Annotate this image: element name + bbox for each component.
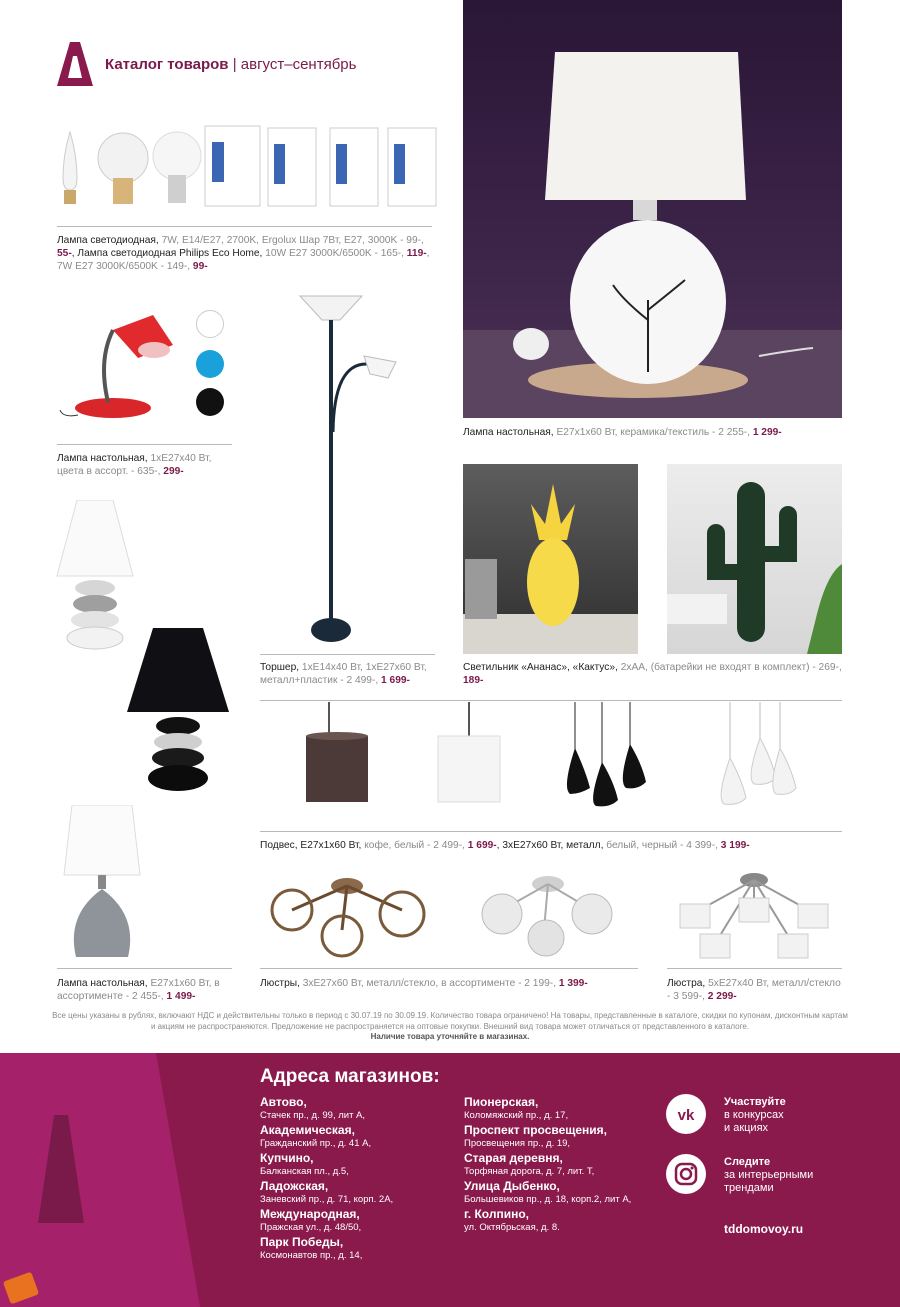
color-swatch-white (196, 310, 224, 338)
black-pebble-lamp-image (125, 628, 231, 794)
caption-stone-lamp: Лампа настольная, Е27х1х60 Вт, в ассортименте - 2 455-, 1 499- (57, 978, 220, 1002)
caption-bulbs: Лампа светодиодная, 7W, E14/E27, 2700K, Ergolux Шар 7Вт, E27, 3000K - 99-, 55-, Лампа светодиодная Philips Eco Home, 10W E27 3000K/6500K - 165-, 119-, 7W E27 3000K/6500K - 149-, 99- (57, 235, 430, 272)
store-address: Пражская ул., д. 48/50, (260, 1222, 362, 1233)
caption-floor-lamp: Торшер, 1хЕ14х40 Вт, 1хЕ27х60 Вт, металл+пластик - 2 499-, 1 699- (260, 662, 427, 686)
store-address: Стачек пр., д. 99, лит А, (260, 1110, 366, 1121)
grey-stone-lamp-image (60, 805, 144, 963)
instagram-text: Следите за интерьерными трендами (724, 1156, 814, 1194)
store-station: Старая деревня, (464, 1151, 563, 1165)
caption-chandelier-5: Люстра, 5хЕ27х40 Вт, металл/стекло - 3 599-, 2 299- (667, 978, 841, 1002)
store-address: Коломяжский пр., д. 17, (464, 1110, 569, 1121)
caption-chandeliers: Люстры, 3хЕ27х60 Вт, металл/стекло, в ассортименте - 2 199-, 1 399- (260, 978, 588, 989)
store-address: Большевиков пр., д. 18, корп.2, лит А, (464, 1194, 632, 1205)
pineapple-light-photo (463, 464, 638, 654)
divider (57, 226, 432, 227)
glass-chandelier-image (472, 870, 624, 960)
catalog-title: Каталог товаров | август–сентябрь (105, 56, 357, 73)
store-address: Балканская пл., д.5, (260, 1166, 349, 1177)
vk-icon[interactable] (666, 1094, 706, 1134)
store-station: Парк Победы, (260, 1235, 344, 1249)
store-address: ул. Октябрьская, д. 8. (464, 1222, 560, 1233)
footer-logo (38, 1115, 84, 1223)
color-swatch-black (196, 388, 224, 416)
pendant-lamps-image (300, 702, 820, 810)
store-station: Пионерская, (464, 1095, 539, 1109)
bronze-chandelier-image (262, 870, 432, 960)
caption-pendants: Подвес, Е27х1х60 Вт, кофе, белый - 2 499-, 1 699-, 3хЕ27х60 Вт, металл, белый, черный - 4 399-, 3 199- (260, 840, 750, 851)
website-link[interactable]: tddomovoy.ru (724, 1222, 804, 1236)
store-address: Торфяная дорога, д. 7, лит. Т, (464, 1166, 595, 1177)
color-swatch-blue (196, 350, 224, 378)
stores-list-left (260, 1095, 393, 1263)
store-station: г. Колпино, (464, 1207, 529, 1221)
cactus-light-photo (667, 464, 842, 654)
five-arm-chandelier-image (676, 868, 832, 964)
stores-title: Адреса магазинов: (260, 1066, 440, 1087)
divider (260, 700, 842, 701)
instagram-icon[interactable] (666, 1154, 706, 1194)
caption-night-lights: Светильник «Ананас», «Кактус», 2хАА, (батарейки не входят в комплект) - 269-, 189- (463, 662, 842, 686)
store-station: Академическая, (260, 1123, 355, 1137)
divider (260, 654, 435, 655)
disclaimer: Все цены указаны в рублях, включают НДС и действительны только в период с 30.07.19 по 30.09.19. Количество товара ограничено! На товары, представленные в каталоге, скидки по купонам, дисконтным картам и акциям не распространяются. Предложение не распространяется на оптовые покупки. Внешний вид товара может отличаться от представленного в каталоге. Наличие товара уточняйте в магазинах. (52, 1011, 848, 1041)
store-station: Автово, (260, 1095, 307, 1109)
divider (57, 968, 232, 969)
divider (667, 968, 842, 969)
store-station: Проспект просвещения, (464, 1123, 608, 1137)
store-station: Ладожская, (260, 1179, 329, 1193)
white-pebble-lamp-image (55, 500, 135, 650)
store-station: Улица Дыбенко, (464, 1179, 560, 1193)
store-address: Заневский пр., д. 71, корп. 2А, (260, 1194, 394, 1205)
store-station: Международная, (260, 1207, 360, 1221)
store-address: Космонавтов пр., д. 14, (260, 1250, 363, 1261)
divider (260, 968, 638, 969)
divider (260, 831, 842, 832)
led-bulbs-image (55, 120, 445, 212)
store-address: Просвещения пр., д. 19, (464, 1138, 571, 1149)
vk-text: Участвуйте в конкурсах и акциях (724, 1096, 786, 1134)
store-address: Гражданский пр., д. 41 А, (260, 1138, 372, 1149)
caption-desk-lamp: Лампа настольная, 1хЕ27х40 Вт, цвета в ассорт. - 635-, 299- (57, 453, 212, 477)
divider (57, 444, 232, 445)
floor-lamp-image (296, 292, 400, 644)
stores-list-right (464, 1095, 631, 1235)
brand-logo (57, 42, 93, 86)
ceramic-lamp-photo (463, 0, 842, 418)
store-station: Купчино, (260, 1151, 314, 1165)
caption-ceramic-lamp: Лампа настольная, Е27х1х60 Вт, керамика/текстиль - 2 255-, 1 299- (463, 427, 782, 438)
svg-text:vk: vk (677, 1107, 695, 1124)
red-desk-lamp-image (58, 300, 178, 422)
